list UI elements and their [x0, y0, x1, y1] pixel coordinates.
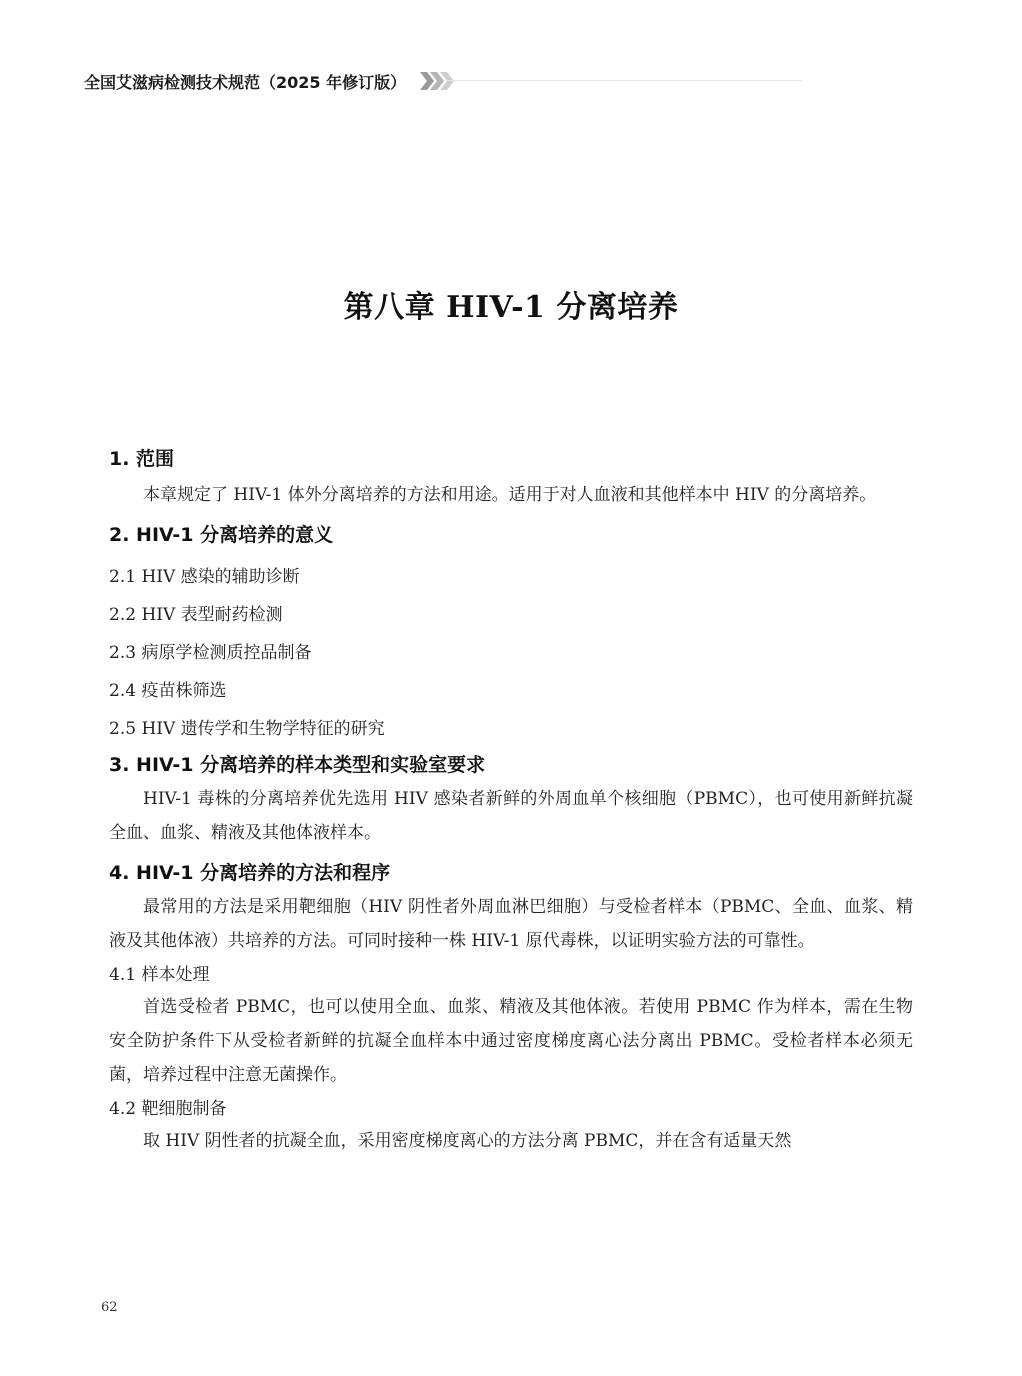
body-content [109, 446, 913, 1158]
section-4-paragraph: 最常用的方法是采用靶细胞（HIV 阴性者外周血淋巴细胞）与受检者样本（PBMC、全血、血浆、精液及其他体液）共培养的方法。可同时接种一株 HIV-1 原代毒株，以证明实验方法的可靠性。 [109, 897, 913, 951]
running-header [84, 66, 454, 96]
section-3-heading: 3. HIV-1 分离培养的样本类型和实验室要求 [109, 754, 486, 776]
section-1-paragraph: 本章规定了 HIV-1 体外分离培养的方法和用途。适用于对人血液和其他样本中 HIV 的分离培养。 [143, 485, 877, 505]
subsection-4-1-heading: 4.1 样本处理 [109, 965, 210, 985]
triple-chevron-right-icon [420, 70, 454, 92]
subsection-4-2-paragraph: 取 HIV 阴性者的抗凝全血，采用密度梯度离心的方法分离 PBMC，并在含有适量天然 [143, 1131, 792, 1151]
section-3-paragraph: HIV-1 毒株的分离培养优先选用 HIV 感染者新鲜的外周血单个核细胞（PBMC），也可使用新鲜抗凝全血、血浆、精液及其他体液样本。 [109, 789, 913, 843]
list-item: 2.5 HIV 遗传学和生物学特征的研究 [109, 719, 385, 739]
chapter-title: 第八章 HIV-1 分离培养 [343, 290, 679, 325]
running-header-title: 全国艾滋病检测技术规范（2025 年修订版） [84, 72, 407, 92]
list-item: 2.3 病原学检测质控品制备 [109, 643, 312, 663]
section-2-heading: 2. HIV-1 分离培养的意义 [109, 524, 334, 546]
header-rule [446, 80, 802, 81]
list-item: 2.4 疫苗株筛选 [109, 681, 227, 701]
list-item: 2.2 HIV 表型耐药检测 [109, 605, 283, 625]
section-4-heading: 4. HIV-1 分离培养的方法和程序 [109, 862, 391, 884]
list-item: 2.1 HIV 感染的辅助诊断 [109, 567, 300, 587]
subsection-4-2-heading: 4.2 靶细胞制备 [109, 1099, 227, 1119]
page-number: 62 [101, 1300, 118, 1315]
subsection-4-1-paragraph: 首选受检者 PBMC，也可以使用全血、血浆、精液及其他体液。若使用 PBMC 作为样本，需在生物安全防护条件下从受检者新鲜的抗凝全血样本中通过密度梯度离心法分离出 PBMC。受检者样本必须无菌，培养过程中注意无菌操作。 [109, 997, 913, 1085]
section-1-heading: 1. 范围 [109, 448, 175, 470]
